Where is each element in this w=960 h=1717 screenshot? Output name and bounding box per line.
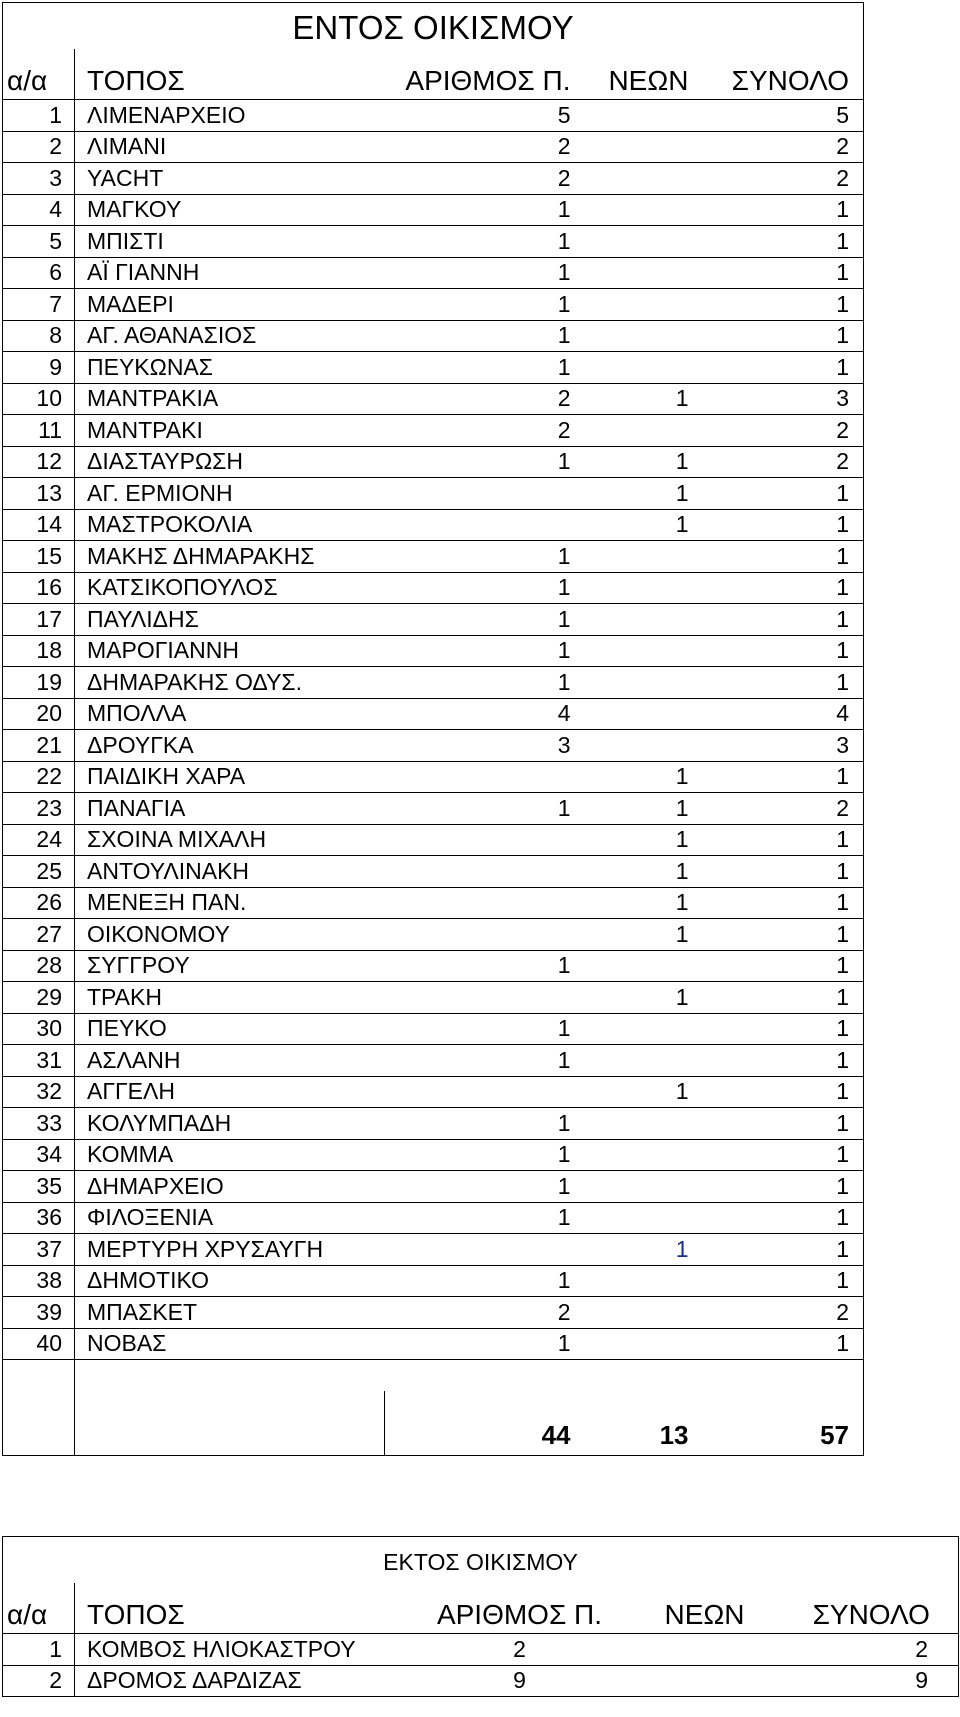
- row-number: 28: [3, 950, 75, 982]
- row-number: 7: [3, 289, 75, 321]
- row-number: 11: [3, 415, 75, 447]
- header-total: ΣΥΝΟΛΟ: [703, 49, 864, 100]
- row-number: 13: [3, 478, 75, 510]
- row-number: 24: [3, 824, 75, 856]
- table-row: [3, 446, 864, 478]
- row-number: 34: [3, 1139, 75, 1171]
- row-new: [585, 1297, 703, 1329]
- table-row: [3, 698, 864, 730]
- row-count: [385, 887, 585, 919]
- table-row: [3, 383, 864, 415]
- row-number: 3: [3, 163, 75, 195]
- row-number: 2: [3, 1665, 75, 1697]
- row-total: 2: [703, 446, 864, 478]
- table-row: [3, 856, 864, 888]
- row-total: 1: [703, 667, 864, 699]
- row-number: 30: [3, 1013, 75, 1045]
- row-total: 1: [703, 1171, 864, 1203]
- row-total: 2: [703, 415, 864, 447]
- row-place: ΜΑΓΚΟΥ: [75, 194, 385, 226]
- row-total: 2: [703, 793, 864, 825]
- row-place: ΔΗΜΑΡΑΚΗΣ ΟΔΥΣ.: [75, 667, 385, 699]
- row-total: 1: [703, 950, 864, 982]
- row-total: 2: [703, 131, 864, 163]
- totals-count: 44: [385, 1391, 585, 1456]
- row-place: ΜΠΟΛΛΑ: [75, 698, 385, 730]
- row-new: 1: [585, 478, 703, 510]
- header-aa: α/α: [3, 49, 75, 100]
- header-count: ΑΡΙΘΜΟΣ Π.: [385, 49, 585, 100]
- row-new: [585, 226, 703, 258]
- table-row: [3, 635, 864, 667]
- row-count: 1: [385, 793, 585, 825]
- row-count: 1: [385, 1202, 585, 1234]
- row-place: ΑΝΤΟΥΛΙΝΑΚΗ: [75, 856, 385, 888]
- spacer-cell: [3, 1360, 75, 1391]
- table-row: [3, 1665, 959, 1697]
- table-row: [3, 163, 864, 195]
- entos-header-row: [3, 49, 864, 100]
- row-number: 36: [3, 1202, 75, 1234]
- row-total: 1: [703, 1045, 864, 1077]
- row-place: ΚΟΜΜΑ: [75, 1139, 385, 1171]
- row-new: 1: [585, 509, 703, 541]
- row-new: [585, 163, 703, 195]
- row-new: [585, 257, 703, 289]
- row-count: 1: [385, 226, 585, 258]
- row-new: [585, 572, 703, 604]
- row-count: [385, 856, 585, 888]
- row-number: 19: [3, 667, 75, 699]
- row-total: 3: [703, 383, 864, 415]
- table-row: [3, 887, 864, 919]
- row-place: ΝΟΒΑΣ: [75, 1328, 385, 1360]
- row-total: 2: [785, 1634, 959, 1666]
- row-number: 14: [3, 509, 75, 541]
- row-total: 1: [703, 1013, 864, 1045]
- row-place: ΜΑΡΟΓΙΑΝΝΗ: [75, 635, 385, 667]
- row-new: 1: [585, 446, 703, 478]
- row-total: 1: [703, 604, 864, 636]
- ektos-title: ΕΚΤΟΣ ΟΙΚΙΣΜΟΥ: [3, 1537, 959, 1584]
- row-new: [585, 415, 703, 447]
- row-new: [585, 1328, 703, 1360]
- row-count: 1: [385, 320, 585, 352]
- row-count: 2: [385, 1297, 585, 1329]
- row-total: 1: [703, 1139, 864, 1171]
- row-number: 31: [3, 1045, 75, 1077]
- row-number: 18: [3, 635, 75, 667]
- row-count: 2: [385, 131, 585, 163]
- table-row: [3, 1328, 864, 1360]
- row-place: ΜΠΙΣΤΙ: [75, 226, 385, 258]
- row-number: 20: [3, 698, 75, 730]
- row-number: 8: [3, 320, 75, 352]
- spacer-row: [3, 1360, 864, 1391]
- row-place: ΜΕΝΕΞΗ ΠΑΝ.: [75, 887, 385, 919]
- totals-total: 57: [703, 1391, 864, 1456]
- row-number: 27: [3, 919, 75, 951]
- row-number: 9: [3, 352, 75, 384]
- row-total: 1: [703, 761, 864, 793]
- row-count: 1: [385, 541, 585, 573]
- row-count: 5: [385, 100, 585, 132]
- table-row: [3, 919, 864, 951]
- row-number: 4: [3, 194, 75, 226]
- totals-new: 13: [585, 1391, 703, 1456]
- row-total: 3: [703, 730, 864, 762]
- row-total: 1: [703, 1108, 864, 1140]
- header-total: ΣΥΝΟΛΟ: [785, 1583, 959, 1634]
- row-total: 1: [703, 919, 864, 951]
- row-count: [385, 478, 585, 510]
- entos-title: ΕΝΤΟΣ ΟΙΚΙΣΜΟΥ: [3, 3, 864, 50]
- row-new: [585, 352, 703, 384]
- row-new: [585, 1202, 703, 1234]
- row-place: ΠΑΥΛΙΔΗΣ: [75, 604, 385, 636]
- table-row: [3, 509, 864, 541]
- row-total: 1: [703, 887, 864, 919]
- row-total: 1: [703, 856, 864, 888]
- row-count: 1: [385, 1328, 585, 1360]
- row-place: ΔΙΑΣΤΑΥΡΩΣΗ: [75, 446, 385, 478]
- row-new: [585, 730, 703, 762]
- spacer-cell: [75, 1360, 864, 1391]
- row-new: [625, 1665, 785, 1697]
- row-count: 4: [385, 698, 585, 730]
- row-count: [385, 1234, 585, 1266]
- table-row: [3, 1634, 959, 1666]
- table-row: [3, 1265, 864, 1297]
- row-place: ΜΠΑΣΚΕΤ: [75, 1297, 385, 1329]
- table-row: [3, 982, 864, 1014]
- row-place: ΜΑΝΤΡΑΚΙ: [75, 415, 385, 447]
- row-count: 1: [385, 572, 585, 604]
- table-row: [3, 667, 864, 699]
- row-new: 1: [585, 761, 703, 793]
- table-row: [3, 100, 864, 132]
- row-place: ΔΡΟΜΟΣ ΔΑΡΔΙΖΑΣ: [75, 1665, 415, 1697]
- ektos-table: [2, 1536, 959, 1697]
- row-total: 1: [703, 289, 864, 321]
- totals-blank: [75, 1391, 385, 1456]
- row-count: [385, 761, 585, 793]
- row-total: 1: [703, 824, 864, 856]
- row-place: ΤΡΑΚΗ: [75, 982, 385, 1014]
- row-number: 32: [3, 1076, 75, 1108]
- row-new: [585, 635, 703, 667]
- row-total: 1: [703, 1076, 864, 1108]
- row-number: 22: [3, 761, 75, 793]
- row-count: 1: [385, 667, 585, 699]
- table-row: [3, 824, 864, 856]
- table-row: [3, 572, 864, 604]
- row-place: YACHT: [75, 163, 385, 195]
- row-new: [585, 698, 703, 730]
- row-total: 1: [703, 1328, 864, 1360]
- row-place: ΚΟΛΥΜΠΑΔΗ: [75, 1108, 385, 1140]
- row-new: [585, 1108, 703, 1140]
- row-place: ΠΕΥΚΩΝΑΣ: [75, 352, 385, 384]
- row-number: 2: [3, 131, 75, 163]
- table-row: [3, 1045, 864, 1077]
- row-number: 25: [3, 856, 75, 888]
- row-place: ΔΗΜΑΡΧΕΙΟ: [75, 1171, 385, 1203]
- row-total: 4: [703, 698, 864, 730]
- table-row: [3, 541, 864, 573]
- row-number: 40: [3, 1328, 75, 1360]
- row-new: 1: [585, 1234, 703, 1266]
- row-count: 1: [385, 604, 585, 636]
- table-row: [3, 320, 864, 352]
- row-number: 21: [3, 730, 75, 762]
- row-total: 1: [703, 509, 864, 541]
- row-count: 1: [385, 1108, 585, 1140]
- row-number: 23: [3, 793, 75, 825]
- row-count: [385, 824, 585, 856]
- row-count: [385, 1076, 585, 1108]
- row-place: ΜΑΝΤΡΑΚΙΑ: [75, 383, 385, 415]
- header-new: ΝΕΩΝ: [625, 1583, 785, 1634]
- row-place: ΑΣΛΑΝΗ: [75, 1045, 385, 1077]
- row-count: 1: [385, 1139, 585, 1171]
- table-row: [3, 1139, 864, 1171]
- table-row: [3, 1108, 864, 1140]
- row-new: 1: [585, 919, 703, 951]
- row-total: 1: [703, 635, 864, 667]
- table-row: [3, 257, 864, 289]
- row-place: ΚΟΜΒΟΣ ΗΛΙΟΚΑΣΤΡΟΥ: [75, 1634, 415, 1666]
- row-count: 1: [385, 257, 585, 289]
- row-count: 2: [415, 1634, 625, 1666]
- table-row: [3, 761, 864, 793]
- row-place: ΠΑΝΑΓΙΑ: [75, 793, 385, 825]
- row-count: 2: [385, 383, 585, 415]
- row-count: 1: [385, 194, 585, 226]
- header-count: ΑΡΙΘΜΟΣ Π.: [415, 1583, 625, 1634]
- table-row: [3, 415, 864, 447]
- header-place: ΤΟΠΟΣ: [75, 1583, 415, 1634]
- row-new: [625, 1634, 785, 1666]
- row-count: 2: [385, 415, 585, 447]
- row-count: 1: [385, 352, 585, 384]
- table-row: [3, 226, 864, 258]
- table-row: [3, 950, 864, 982]
- row-new: 1: [585, 982, 703, 1014]
- row-new: [585, 1139, 703, 1171]
- row-total: 1: [703, 982, 864, 1014]
- table-row: [3, 1076, 864, 1108]
- row-place: ΜΑΔΕΡΙ: [75, 289, 385, 321]
- row-new: 1: [585, 856, 703, 888]
- row-count: 9: [415, 1665, 625, 1697]
- row-total: 2: [703, 1297, 864, 1329]
- table-row: [3, 131, 864, 163]
- totals-row: [3, 1391, 864, 1456]
- row-new: 1: [585, 793, 703, 825]
- row-new: 1: [585, 383, 703, 415]
- table-row: [3, 352, 864, 384]
- row-place: ΔΡΟΥΓΚΑ: [75, 730, 385, 762]
- row-total: 1: [703, 478, 864, 510]
- row-new: [585, 1045, 703, 1077]
- table-row: [3, 604, 864, 636]
- row-new: [585, 1171, 703, 1203]
- table-row: [3, 1202, 864, 1234]
- row-place: ΦΙΛΟΞΕΝΙΑ: [75, 1202, 385, 1234]
- row-place: ΛΙΜΕΝΑΡΧΕΙΟ: [75, 100, 385, 132]
- row-count: 2: [385, 163, 585, 195]
- row-place: ΑΓ. ΑΘΑΝΑΣΙΟΣ: [75, 320, 385, 352]
- row-total: 1: [703, 1202, 864, 1234]
- row-count: 1: [385, 1013, 585, 1045]
- row-place: ΜΕΡΤΥΡΗ ΧΡΥΣΑΥΓΗ: [75, 1234, 385, 1266]
- ektos-header-row: [3, 1583, 959, 1634]
- row-total: 5: [703, 100, 864, 132]
- table-row: [3, 1234, 864, 1266]
- row-place: ΛΙΜΑΝΙ: [75, 131, 385, 163]
- table-row: [3, 793, 864, 825]
- row-number: 12: [3, 446, 75, 478]
- row-place: ΚΑΤΣΙΚΟΠΟΥΛΟΣ: [75, 572, 385, 604]
- row-place: ΑΪ ΓΙΑΝΝΗ: [75, 257, 385, 289]
- row-new: [585, 289, 703, 321]
- row-count: [385, 919, 585, 951]
- row-count: 1: [385, 289, 585, 321]
- row-place: ΑΓ. ΕΡΜΙΟΝΗ: [75, 478, 385, 510]
- row-count: 1: [385, 1045, 585, 1077]
- row-place: ΠΑΙΔΙΚΗ ΧΑΡΑ: [75, 761, 385, 793]
- row-place: ΜΑΚΗΣ ΔΗΜΑΡΑΚΗΣ: [75, 541, 385, 573]
- row-new: [585, 950, 703, 982]
- row-place: ΑΓΓΕΛΗ: [75, 1076, 385, 1108]
- row-count: 1: [385, 446, 585, 478]
- table-row: [3, 1297, 864, 1329]
- row-new: [585, 541, 703, 573]
- row-new: [585, 667, 703, 699]
- row-new: [585, 194, 703, 226]
- row-new: [585, 604, 703, 636]
- header-new: ΝΕΩΝ: [585, 49, 703, 100]
- row-place: ΣΧΟΙΝΑ ΜΙΧΑΛΗ: [75, 824, 385, 856]
- row-number: 1: [3, 100, 75, 132]
- row-count: [385, 509, 585, 541]
- row-count: [385, 982, 585, 1014]
- row-count: 1: [385, 1171, 585, 1203]
- row-new: [585, 131, 703, 163]
- row-new: [585, 1265, 703, 1297]
- row-number: 37: [3, 1234, 75, 1266]
- row-number: 10: [3, 383, 75, 415]
- row-number: 26: [3, 887, 75, 919]
- row-total: 1: [703, 320, 864, 352]
- row-number: 6: [3, 257, 75, 289]
- row-count: 3: [385, 730, 585, 762]
- row-new: [585, 320, 703, 352]
- row-total: 2: [703, 163, 864, 195]
- row-total: 1: [703, 257, 864, 289]
- row-number: 15: [3, 541, 75, 573]
- row-new: 1: [585, 887, 703, 919]
- row-total: 1: [703, 352, 864, 384]
- row-number: 38: [3, 1265, 75, 1297]
- row-count: 1: [385, 950, 585, 982]
- row-new: [585, 100, 703, 132]
- row-count: 1: [385, 635, 585, 667]
- row-new: 1: [585, 824, 703, 856]
- row-number: 5: [3, 226, 75, 258]
- header-place: ΤΟΠΟΣ: [75, 49, 385, 100]
- row-count: 1: [385, 1265, 585, 1297]
- row-number: 29: [3, 982, 75, 1014]
- table-row: [3, 478, 864, 510]
- row-number: 1: [3, 1634, 75, 1666]
- row-total: 1: [703, 226, 864, 258]
- table-row: [3, 194, 864, 226]
- table-row: [3, 289, 864, 321]
- row-new: [585, 1013, 703, 1045]
- row-total: 1: [703, 1234, 864, 1266]
- row-total: 1: [703, 541, 864, 573]
- row-total: 1: [703, 1265, 864, 1297]
- row-place: ΠΕΥΚΟ: [75, 1013, 385, 1045]
- row-number: 35: [3, 1171, 75, 1203]
- row-number: 33: [3, 1108, 75, 1140]
- table-row: [3, 1171, 864, 1203]
- entos-table: [2, 2, 864, 1456]
- row-place: ΣΥΓΓΡΟΥ: [75, 950, 385, 982]
- row-number: 17: [3, 604, 75, 636]
- row-place: ΜΑΣΤΡΟΚΟΛΙΑ: [75, 509, 385, 541]
- row-number: 39: [3, 1297, 75, 1329]
- row-place: ΔΗΜΟΤΙΚΟ: [75, 1265, 385, 1297]
- totals-blank: [3, 1391, 75, 1456]
- header-aa: α/α: [3, 1583, 75, 1634]
- table-row: [3, 730, 864, 762]
- row-new: 1: [585, 1076, 703, 1108]
- row-total: 1: [703, 572, 864, 604]
- row-number: 16: [3, 572, 75, 604]
- row-place: ΟΙΚΟΝΟΜΟΥ: [75, 919, 385, 951]
- row-total: 9: [785, 1665, 959, 1697]
- table-row: [3, 1013, 864, 1045]
- row-total: 1: [703, 194, 864, 226]
